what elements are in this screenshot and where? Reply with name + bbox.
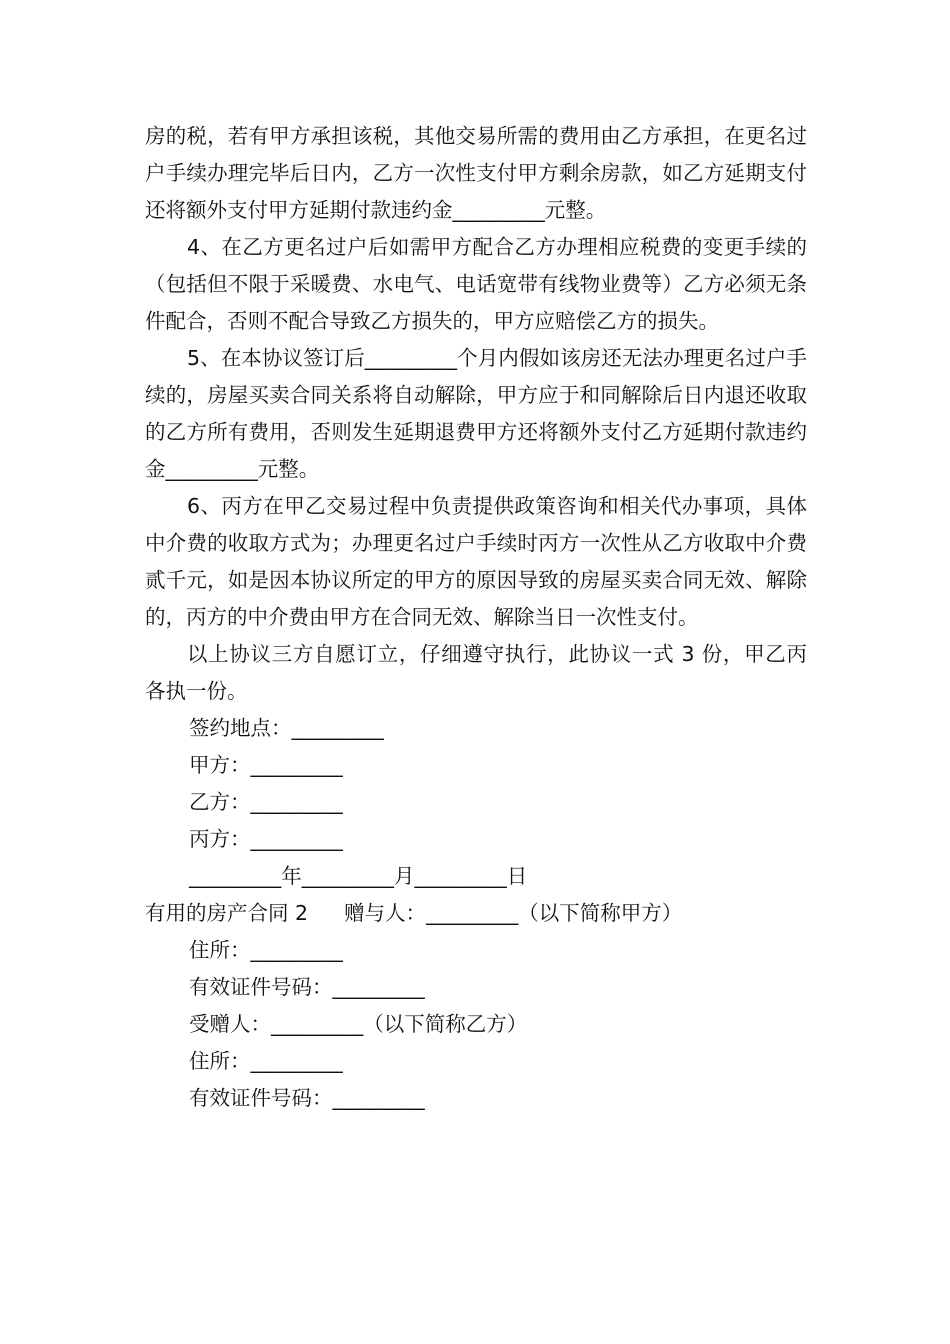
contract-2-title: 有用的房产合同 2 [145, 901, 309, 925]
paragraph-agreement-closing: 以上协议三方自愿订立，仔细遵守执行，此协议一式 3 份，甲乙丙各执一份。 [145, 642, 807, 703]
donee-id-number: 有效证件号码：_________ [189, 1086, 425, 1110]
document-body [145, 118, 807, 1117]
donee-line: 受赠人：_________（以下简称乙方） [189, 1012, 528, 1036]
party-a-signature: 甲方：_________ [189, 753, 343, 777]
party-b-signature: 乙方：_________ [189, 790, 343, 814]
contract-2-heading-line [145, 895, 807, 932]
signing-date: _________年_________月_________日 [189, 864, 528, 888]
paragraph-tax-payment: 房的税，若有甲方承担该税，其他交易所需的费用由乙方承担，在更名过户手续办理完毕后日内，乙方一次性支付甲方剩余房款，如乙方延期支付还将额外支付甲方延期付款违约金_________元整。 [145, 124, 807, 222]
donor-address: 住所：_________ [189, 938, 343, 962]
paragraph-clause-4: 4、在乙方更名过户后如需甲方配合乙方办理相应税费的变更手续的（包括但不限于采暖费、水电气、电话宽带有线物业费等）乙方必须无条件配合，否则不配合导致乙方损失的，甲方应赔偿乙方的损失。 [145, 235, 807, 333]
donor-id-number: 有效证件号码：_________ [189, 975, 425, 999]
party-c-signature: 丙方：_________ [189, 827, 343, 851]
donee-address: 住所：_________ [189, 1049, 343, 1073]
paragraph-clause-6: 6、丙方在甲乙交易过程中负责提供政策咨询和相关代办事项，具体中介费的收取方式为；办理更名过户手续时丙方一次性从乙方收取中介费贰千元，如是因本协议所定的甲方的原因导致的房屋买卖合同无效、解除的，丙方的中介费由甲方在合同无效、解除当日一次性支付。 [145, 494, 807, 629]
donor-line: 赠与人：_________（以下简称甲方） [344, 901, 683, 925]
paragraph-clause-5: 5、在本协议签订后_________个月内假如该房还无法办理更名过户手续的，房屋买卖合同关系将自动解除，甲方应于和同解除后日内退还收取的乙方所有费用，否则发生延期退费甲方还将额外支付乙方延期付款违约金_________元整。 [145, 346, 807, 481]
signing-place: 签约地点：_________ [189, 716, 384, 740]
